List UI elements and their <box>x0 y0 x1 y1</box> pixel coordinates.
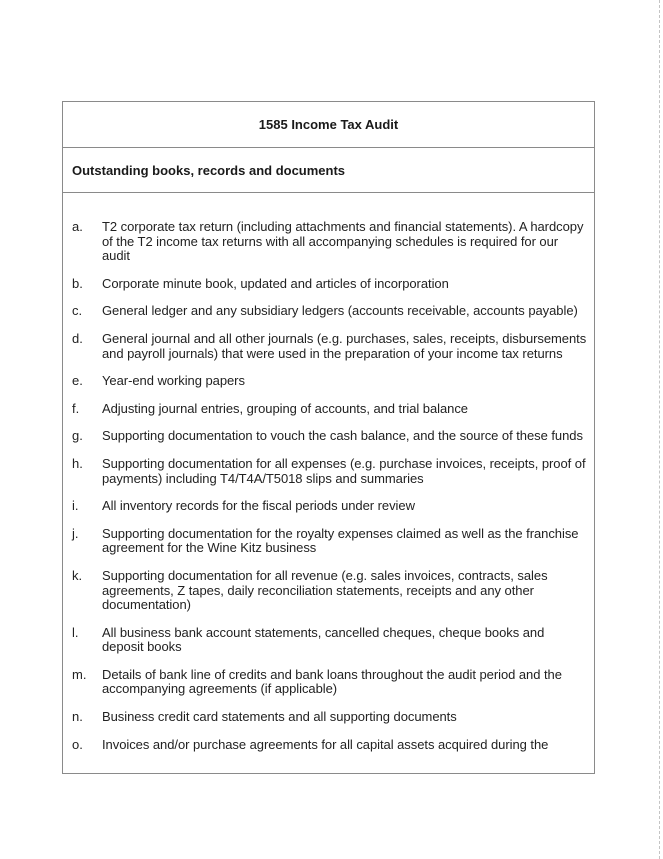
list-item-text: General ledger and any subsidiary ledgers (accounts receivable, accounts payable) <box>102 303 578 319</box>
list-item-text: Corporate minute book, updated and articles of incorporation <box>102 275 449 291</box>
list-item-text: Supporting documentation for all expenses (e.g. purchase invoices, receipts, proof of payments) including T4/T4A/T5018 slips and summaries <box>102 455 586 486</box>
list-item-text: Supporting documentation for the royalty expenses claimed as well as the franchise agreement for the Wine Kitz business <box>102 525 579 556</box>
list-item-letter: k. <box>72 567 83 583</box>
list-item-text: All inventory records for the fiscal periods under review <box>102 498 415 514</box>
scan-page-edge <box>659 0 661 859</box>
list-item-letter: n. <box>72 709 83 725</box>
document-list <box>63 193 594 752</box>
list-item-letter: i. <box>72 498 79 514</box>
list-item <box>72 626 588 655</box>
list-item <box>72 457 588 486</box>
list-item <box>72 304 588 319</box>
list-item <box>72 429 588 444</box>
list-item-letter: j. <box>72 525 79 541</box>
section-heading-row <box>63 148 594 193</box>
list-item-letter: o. <box>72 736 83 752</box>
audit-document-table <box>62 101 595 774</box>
list-item-letter: e. <box>72 373 83 389</box>
list-item <box>72 332 588 361</box>
list-item-letter: m. <box>72 666 87 682</box>
list-item <box>72 499 588 514</box>
list-item-letter: g. <box>72 428 83 444</box>
list-item <box>72 277 588 292</box>
list-item-text: Adjusting journal entries, grouping of accounts, and trial balance <box>102 400 468 416</box>
list-item <box>72 668 588 697</box>
list-item-letter: b. <box>72 275 83 291</box>
list-item <box>72 738 588 753</box>
list-item-text: General journal and all other journals (e.g. purchases, sales, receipts, disbursements and payroll journals) that were used in the preparation of your income tax returns <box>102 330 587 361</box>
list-item <box>72 220 588 264</box>
list-item-text: Invoices and/or purchase agreements for all capital assets acquired during the <box>102 736 549 752</box>
list-item <box>72 374 588 389</box>
list-item-text: All business bank account statements, cancelled cheques, cheque books and deposit books <box>102 624 545 655</box>
list-item-text: T2 corporate tax return (including attachments and financial statements). A hardcopy of the T2 income tax returns with all accompanying schedules is required for our audit <box>102 219 584 264</box>
list-item-text: Details of bank line of credits and bank loans throughout the audit period and the accompanying agreements (if applicable) <box>102 666 562 697</box>
list-item-letter: c. <box>72 303 83 319</box>
section-heading: Outstanding books, records and documents <box>72 162 346 178</box>
list-item <box>72 527 588 556</box>
list-item-text: Business credit card statements and all supporting documents <box>102 709 457 725</box>
list-item-letter: l. <box>72 624 79 640</box>
title-row <box>63 102 594 148</box>
document-title: 1585 Income Tax Audit <box>258 117 399 132</box>
list-item-text: Supporting documentation to vouch the cash balance, and the source of these funds <box>102 428 583 444</box>
list-item-text: Year-end working papers <box>102 373 245 389</box>
list-item-letter: d. <box>72 330 83 346</box>
list-item-letter: a. <box>72 219 83 234</box>
list-item <box>72 710 588 725</box>
list-item-text: Supporting documentation for all revenue (e.g. sales invoices, contracts, sales agreements, Z tapes, daily reconciliation statements, receipts and any other documentation) <box>102 567 548 613</box>
list-item <box>72 402 588 417</box>
list-item <box>72 569 588 613</box>
list-item-letter: h. <box>72 455 83 471</box>
list-item-letter: f. <box>72 400 80 416</box>
